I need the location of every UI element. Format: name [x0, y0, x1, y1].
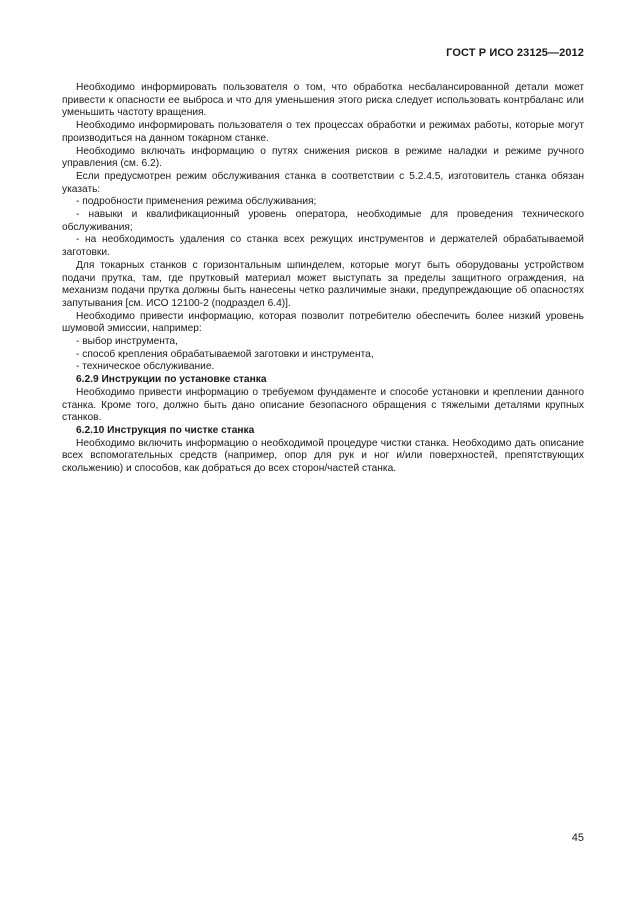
list-item-remove-tools: - на необходимость удаления со станка всех режущих инструментов и держателей обрабатываемой заготовки.	[62, 234, 584, 259]
section-heading-installation: 6.2.9 Инструкции по установке станка	[76, 374, 267, 386]
paragraph-processing-modes: Необходимо информировать пользователя о тех процессах обработки и режимах работы, которые могут производиться на данном токарном станке.	[62, 120, 584, 144]
paragraph-installation: Необходимо привести информацию о требуемом фундаменте и способе установки и креплении данного станка. Кроме того, должно быть дано описание безопасного обращения с тяжелыми деталями крупных станков.	[62, 386, 584, 424]
list-item-clamping-method: - способ крепления обрабатываемой заготовки и инструмента,	[76, 348, 374, 360]
list-item-service-details: - подробности применения режима обслуживания;	[76, 196, 317, 208]
list-item-tool-choice: - выбор инструмента,	[76, 336, 178, 348]
paragraph-service-mode: Если предусмотрен режим обслуживания станка в соответствии с 5.2.4.5, изготовитель станка обязан указать:	[62, 170, 584, 195]
paragraph-unbalanced-part: Необходимо информировать пользователя о том, что обработка несбалансированной детали может привести к опасности ее выброса и что для уменьшения этого риска следует использовать контрбаланс или уменьшить частоту вращения.	[62, 82, 584, 119]
list-item-operator-skills: - навыки и квалификационный уровень оператора, необходимые для проведения технического обслуживания;	[62, 209, 584, 233]
section-heading-cleaning: 6.2.10 Инструкция по чистке станка	[76, 424, 255, 436]
standard-header: ГОСТ Р ИСО 23125—2012	[446, 47, 584, 59]
list-item-maintenance: - техническое обслуживание.	[76, 361, 215, 373]
page-number: 45	[571, 832, 584, 844]
paragraph-bar-feeder: Для токарных станков с горизонтальным шпинделем, которые могут быть оборудованы устройством подачи прутка, там, где прутковый материал может выступать за пределы защитного ограждения, на механизм подачи прутка должны быть нанесены четко различимые знаки, предупреждающие об опасностях запутывания [см. ИСО 12100-2 (подраздел 6.4)].	[62, 259, 584, 309]
paragraph-noise-emission: Необходимо привести информацию, которая позволит потребителю обеспечить более низкий уровень шумовой эмиссии, например:	[62, 310, 584, 335]
paragraph-cleaning: Необходимо включить информацию о необходимой процедуре чистки станка. Необходимо дать описание всех вспомогательных средств (например, опор для рук и ног и/или поверхностей, препятствующих скольжению) и способов, как добраться до всех сторон/частей станка.	[62, 437, 584, 475]
document-body	[62, 82, 584, 476]
paragraph-risk-reduction: Необходимо включать информацию о путях снижения рисков в режиме наладки и режиме ручного управления (см. 6.2).	[62, 145, 584, 170]
